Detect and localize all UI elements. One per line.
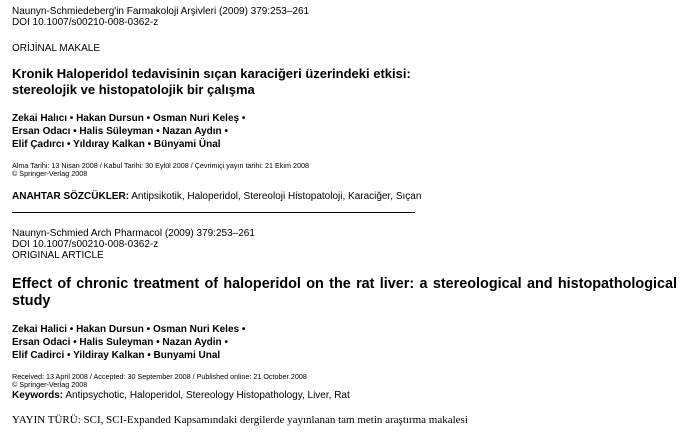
tr-authors-line2: Ersan Odacı • Halis Süleyman • Nazan Aydın • [12,126,228,137]
en-authors-line1: Zekai Halici • Hakan Dursun • Osman Nuri Keles • [12,324,246,335]
tr-keywords [12,191,421,202]
en-dates: Received: 13 April 2008 / Accepted: 30 September 2008 / Published online: 21 October 2008 [12,372,307,381]
publication-type: YAYIN TÜRÜ: SCI, SCI-Expanded Kapsamındaki dergilerde yayınlanan tam metin araştırma makalesi [12,414,468,426]
en-keywords-text: Antipsychotic, Haloperidol, Stereology Histopathology, Liver, Rat [63,390,350,401]
en-doi: DOI 10.1007/s00210-008-0362-z [12,239,159,250]
en-authors-line2: Ersan Odaci • Halis Suleyman • Nazan Aydin • [12,337,228,348]
tr-title-line2: stereolojik ve histopatolojik bir çalışma [12,82,255,97]
en-keywords-label: Keywords: [12,390,64,401]
tr-keywords-label: ANAHTAR SÖZCÜKLER: [12,191,130,202]
en-copyright: © Springer-Verlag 2008 [12,380,88,389]
tr-doi: DOI 10.1007/s00210-008-0362-z [12,17,159,28]
en-journal-line: Naunyn-Schmied Arch Pharmacol (2009) 379:253–261 [12,228,255,239]
en-authors-line3: Elif Cadirci • Yildiray Kalkan • Bunyami Unal [12,350,221,361]
en-article-type: ORIGINAL ARTICLE [12,250,104,261]
tr-article-type: ORİJİNAL MAKALE [12,43,100,54]
section-divider [12,212,415,213]
tr-keywords-text: Antipsikotik, Haloperidol, Stereoloji Histopatoloji, Karaciğer, Sıçan [129,191,422,202]
en-title: Effect of chronic treatment of haloperidol on the rat liver: a stereological and histopathological study [12,276,677,309]
tr-journal-line: Naunyn-Schmiedeberg'in Farmakoloji Arşivleri (2009) 379:253–261 [12,6,310,17]
tr-title-line1: Kronik Haloperidol tedavisinin sıçan karaciğeri üzerindeki etkisi: [12,66,411,81]
tr-authors-line3: Elif Çadırcı • Yıldıray Kalkan • Bünyami Ünal [12,139,221,150]
en-keywords [12,390,350,401]
tr-copyright: © Springer-Verlag 2008 [12,169,88,178]
tr-dates: Alma Tarihi: 13 Nisan 2008 / Kabul Tarihi: 30 Eylül 2008 / Çevrimiçi yayın tarihi: 21 Ekim 2008 [12,161,309,170]
tr-authors-line1: Zekai Halıcı • Hakan Dursun • Osman Nuri Keleş • [12,113,246,124]
